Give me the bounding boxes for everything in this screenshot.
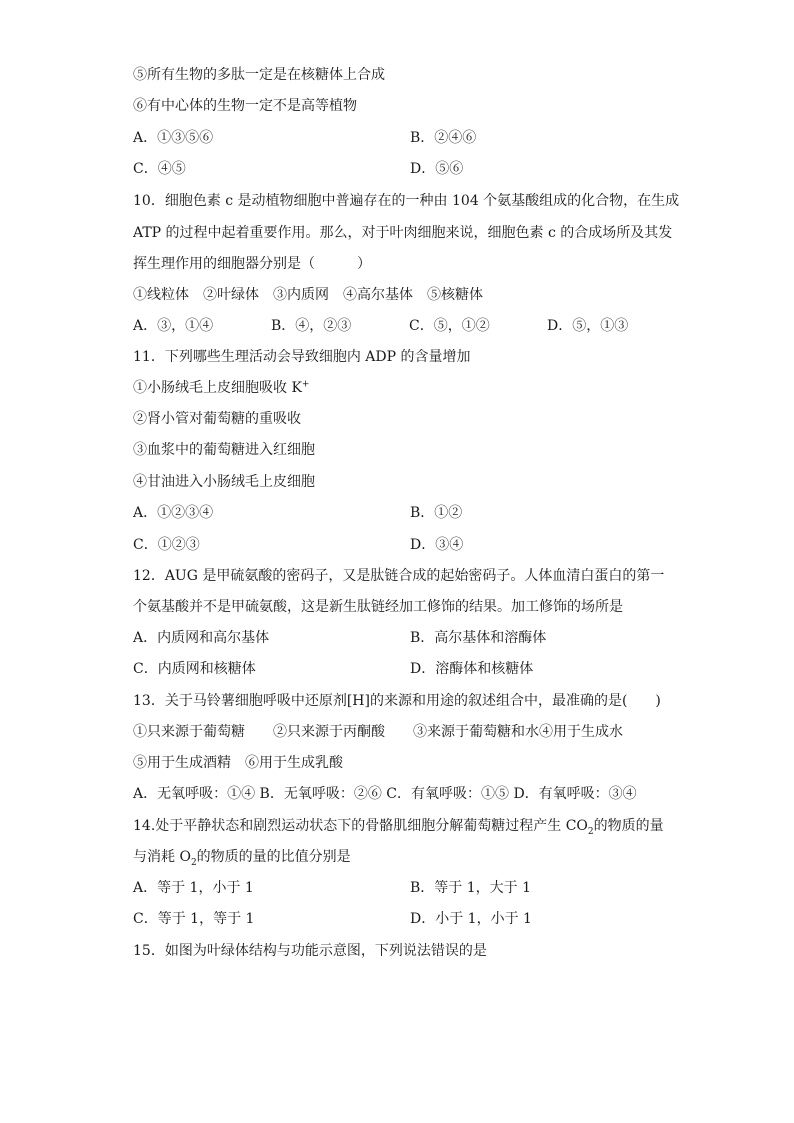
q12-stem-line-2: 个氨基酸并不是甲硫氨酸，这是新生肽链经加工修饰的结果。加工修饰的场所是 — [133, 599, 623, 615]
q14-co2-subscript: 2 — [587, 826, 594, 837]
q9-statement-5: ⑤所有生物的多肽一定是在核糖体上合成 — [133, 67, 385, 83]
q13-stem: 13．关于马铃薯细胞呼吸中还原剂[H]的来源和用途的叙述组合中，最准确的是( ) — [133, 693, 661, 709]
q11-statement-3: ③血浆中的葡萄糖进入红细胞 — [133, 442, 315, 458]
q14-option-d[interactable]: D．小于 1，小于 1 — [410, 911, 532, 927]
q14-option-c[interactable]: C．等于 1，等于 1 — [133, 911, 255, 927]
q14-option-b[interactable]: B．等于 1，大于 1 — [410, 880, 532, 896]
q9-options-row-2 — [133, 159, 464, 179]
q14-option-a[interactable]: A．等于 1，小于 1 — [133, 880, 254, 896]
q11-statement-1-text: ①小肠绒毛上皮细胞吸收 K — [133, 380, 302, 396]
q9-statement-6: ⑥有中心体的生物一定不是高等植物 — [133, 98, 357, 114]
q10-stem-line-3: 挥生理作用的细胞器分别是（ ） — [133, 256, 371, 272]
q11-statement-4: ④甘油进入小肠绒毛上皮细胞 — [133, 474, 315, 490]
q11-options-row-1 — [133, 503, 463, 523]
q10-stem-line-1: 10．细胞色素 c 是动植物细胞中普遍存在的一种由 104 个氨基酸组成的化合物，在生成 — [133, 193, 680, 209]
q14-stem-line-1-text: 14.处于平静状态和剧烈运动状态下的骨骼肌细胞分解葡萄糖过程产生 CO — [133, 818, 588, 834]
q14-stem-line-1-rest: 的物质的量 — [593, 818, 664, 834]
q9-options-row-1 — [133, 128, 477, 148]
q14-stem-line-1 — [133, 816, 664, 836]
q11-options-row-2 — [133, 535, 464, 555]
q10-option-b[interactable]: B．④，②③ — [271, 318, 352, 334]
q14-stem-line-2 — [133, 847, 351, 867]
q12-options-row-1 — [133, 628, 547, 648]
q10-organelle-list: ①线粒体 ②叶绿体 ③内质网 ④高尔基体 ⑤核糖体 — [133, 287, 483, 303]
q9-option-a[interactable]: A．①③⑤⑥ — [133, 130, 214, 146]
q11-option-b[interactable]: B．①② — [410, 505, 463, 521]
q13-items-line-2: ⑤用于生成酒精 ⑥用于生成乳酸 — [133, 755, 343, 771]
q11-option-c[interactable]: C．①②③ — [133, 537, 200, 553]
q14-stem-line-2-text: 与消耗 O — [133, 849, 191, 865]
q9-option-c[interactable]: C．④⑤ — [133, 161, 186, 177]
q11-stem: 11．下列哪些生理活动会导致细胞内 ADP 的含量增加 — [133, 349, 471, 365]
q11-superscript: + — [301, 379, 310, 390]
q14-options-row-1 — [133, 878, 532, 898]
q9-option-b[interactable]: B．②④⑥ — [410, 130, 477, 146]
q11-statement-2: ②肾小管对葡萄糖的重吸收 — [133, 411, 301, 427]
q12-option-b[interactable]: B．高尔基体和溶酶体 — [410, 630, 547, 646]
q15-stem: 15．如图为叶绿体结构与功能示意图，下列说法错误的是 — [133, 943, 487, 959]
q10-option-d[interactable]: D．⑤，①③ — [547, 318, 629, 334]
q12-option-d[interactable]: D．溶酶体和核糖体 — [410, 661, 534, 677]
q11-option-a[interactable]: A．①②③④ — [133, 505, 214, 521]
q14-options-row-2 — [133, 909, 532, 929]
q12-option-a[interactable]: A．内质网和高尔基体 — [133, 630, 270, 646]
q14-o2-subscript: 2 — [190, 857, 197, 868]
q10-stem-line-2: ATP 的过程中起着重要作用。那么，对于叶肉细胞来说，细胞色素 c 的合成场所及其发 — [133, 225, 673, 241]
q9-option-d[interactable]: D．⑤⑥ — [410, 161, 464, 177]
q11-statement-1 — [133, 378, 309, 398]
q14-stem-line-2-rest: 的物质的量的比值分别是 — [196, 849, 351, 865]
q11-option-d[interactable]: D．③④ — [410, 537, 464, 553]
q13-options-row[interactable]: A．无氧呼吸：①④ B．无氧呼吸：②⑥ C．有氧呼吸：①⑤ D．有氧呼吸：③④ — [133, 786, 637, 802]
q12-stem-line-1: 12．AUG 是甲硫氨酸的密码子，又是肽链合成的起始密码子。人体血清白蛋白的第一 — [133, 568, 665, 584]
q12-options-row-2 — [133, 659, 534, 679]
q10-option-c[interactable]: C．⑤，①② — [409, 318, 490, 334]
q10-option-a[interactable]: A．③，①④ — [133, 318, 214, 334]
q13-items-line-1: ①只来源于葡萄糖 ②只来源于丙酮酸 ③来源于葡萄糖和水④用于生成水 — [133, 724, 623, 740]
q12-option-c[interactable]: C．内质网和核糖体 — [133, 661, 256, 677]
